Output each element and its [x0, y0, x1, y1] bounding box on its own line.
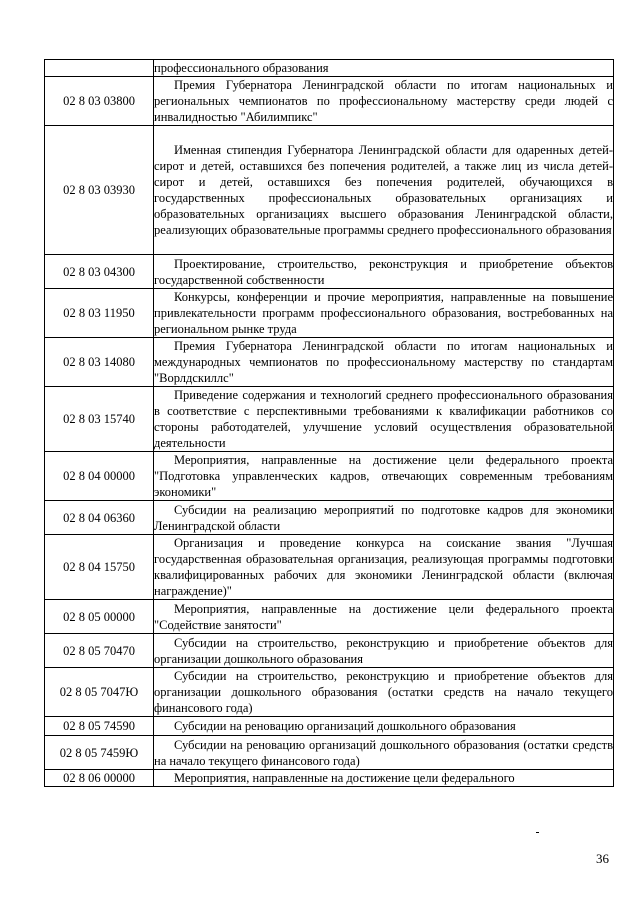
row-description: Субсидии на строительство, реконструкцию и приобретение объектов для организации дошкольного образования: [154, 635, 613, 666]
table-row: [45, 387, 614, 452]
table-row: [45, 770, 614, 787]
row-code: 02 8 05 74590: [45, 717, 154, 736]
table-row: [45, 255, 614, 289]
budget-codes-table: [44, 59, 614, 787]
row-code: 02 8 04 06360: [45, 501, 154, 535]
table-row: [45, 501, 614, 535]
table-row: [45, 338, 614, 387]
row-code: 02 8 03 04300: [45, 255, 154, 289]
row-description: Конкурсы, конференции и прочие мероприятия, направленные на повышение привлекательности программ профессионального образования, востребованных на региональном рынке труда: [154, 290, 613, 336]
row-description: Мероприятия, направленные на достижение цели федерального: [154, 770, 614, 787]
table-row: [45, 736, 614, 770]
row-description: Премия Губернатора Ленинградской области по итогам национальных и международных чемпионатов по профессиональному мастерству по стандартам "Ворлдскиллс": [154, 339, 613, 385]
table-row: [45, 535, 614, 600]
row-code: 02 8 03 03930: [45, 126, 154, 255]
row-code: 02 8 03 14080: [45, 338, 154, 387]
table-row: [45, 634, 614, 668]
page-number: 36: [596, 851, 609, 866]
table-row: [45, 60, 614, 77]
table-row: [45, 668, 614, 717]
row-code: 02 8 05 00000: [45, 600, 154, 634]
row-code: 02 8 04 15750: [45, 535, 154, 600]
row-description: Премия Губернатора Ленинградской области по итогам национальных и региональных чемпионатов по профессиональному мастерству среди людей с инвалидностью "Абилимпикс": [154, 78, 613, 124]
row-code: 02 8 03 11950: [45, 289, 154, 338]
row-code: [45, 60, 154, 77]
row-description: Мероприятия, направленные на достижение цели федерального проекта "Подготовка управленческих кадров, отвечающих современным требованиям экономики": [154, 453, 613, 499]
row-description: Субсидии на реализацию мероприятий по подготовке кадров для экономики Ленинградской области: [154, 502, 613, 533]
table-row: [45, 600, 614, 634]
row-code: 02 8 03 15740: [45, 387, 154, 452]
row-description: Субсидии на реновацию организаций дошкольного образования (остатки средств на начало текущего финансового года): [154, 737, 613, 768]
row-description: Проектирование, строительство, реконструкция и приобретение объектов государственной собственности: [154, 256, 613, 287]
row-description: Именная стипендия Губернатора Ленинградской области для одаренных детей-сирот и детей, оставшихся без попечения родителей, а также лиц из числа детей-сирот и детей, оставшихся без попечения родителей, обучающихся в государственных профессиональных образовательных организациях и образовательных организациях высшего образования Ленинградской области, реализующих образовательные программы среднего профессионального образования: [154, 126, 614, 255]
row-description: Приведение содержания и технологий среднего профессионального образования в соответствие с перспективными требованиями к квалификации работников со стороны работодателей, улучшение условий осуществления образовательной деятельности: [154, 388, 613, 450]
table-row: [45, 77, 614, 126]
row-code: 02 8 03 03800: [45, 77, 154, 126]
row-code: 02 8 05 70470: [45, 634, 154, 668]
row-description: профессионального образования: [154, 60, 614, 77]
row-description: Организация и проведение конкурса на соискание звания "Лучшая государственная образовательная организация, реализующая программы подготовки квалифицированных рабочих для экономики Ленинградской области (включая награждение)": [154, 536, 613, 598]
row-code: 02 8 05 7459Ю: [45, 736, 154, 770]
row-code: 02 8 06 00000: [45, 770, 154, 787]
row-code: 02 8 04 00000: [45, 452, 154, 501]
row-code: 02 8 05 7047Ю: [45, 668, 154, 717]
table-row: [45, 289, 614, 338]
row-description: Субсидии на реновацию организаций дошкольного образования: [154, 717, 614, 736]
scan-mark: [536, 832, 539, 833]
row-description: Субсидии на строительство, реконструкцию и приобретение объектов для организации дошкольного образования (остатки средств на начало текущего финансового года): [154, 669, 613, 715]
table-row: [45, 452, 614, 501]
row-description: Мероприятия, направленные на достижение цели федерального проекта "Содействие занятости": [154, 601, 613, 632]
table-row: [45, 717, 614, 736]
table-row: [45, 126, 614, 255]
